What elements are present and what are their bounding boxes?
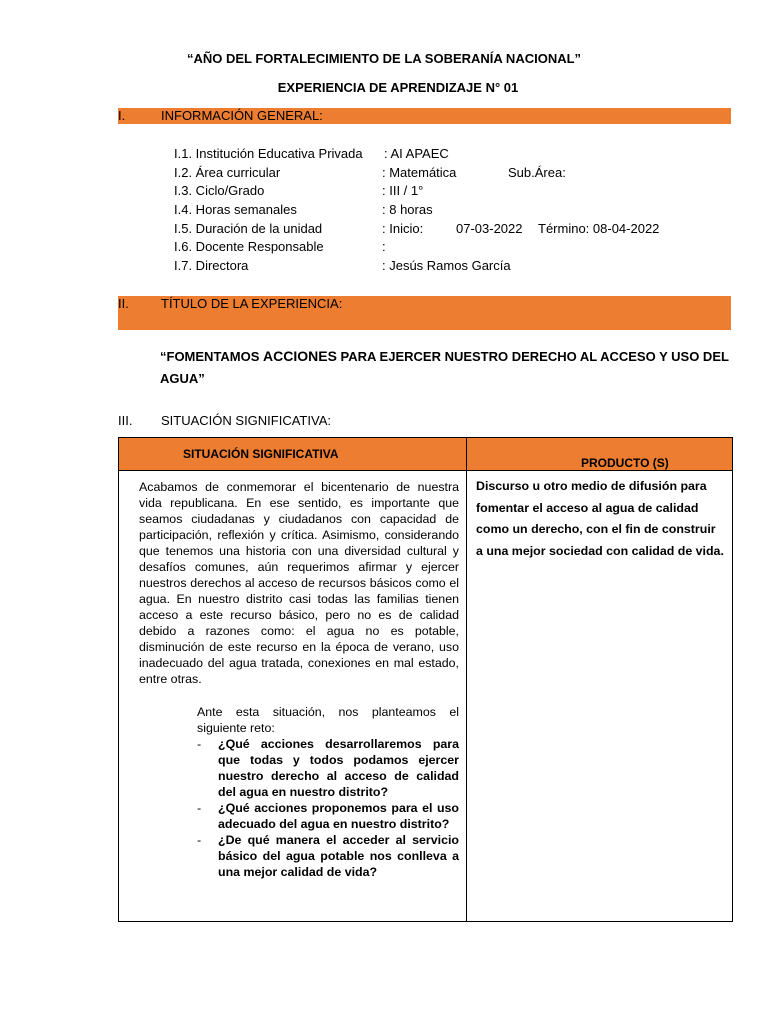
info-value: : Matemática bbox=[382, 164, 457, 180]
question-text: ¿Qué acciones proponemos para el uso adecuado del agua en nuestro distrito? bbox=[218, 801, 459, 831]
general-info-list bbox=[174, 145, 734, 276]
product-text: Discurso u otro medio de difusión para fomentar el acceso al agua de calidad como un derecho, con el fin de construir a una mejor sociedad con calidad de vida. bbox=[476, 479, 724, 558]
info-row-institution bbox=[174, 145, 734, 164]
experience-title: EXPERIENCIA DE APRENDIZAJE N° 01 bbox=[277, 80, 519, 95]
bullet-dash: - bbox=[197, 801, 202, 815]
product-cell bbox=[467, 471, 733, 922]
situation-cell bbox=[119, 471, 467, 922]
challenge-questions bbox=[197, 736, 459, 880]
situation-paragraph: Acabamos de conmemorar el bicentenario de nuestra vida republicana. En ese sentido, es importante que seamos ciudadanas y ciudadanos con capacidad de participación, reflexión y crítica. Asimismo, considerando que tenemos una historia con una diversidad cultural y desafíos comunes, aún requerimos afirmar y ejercer nuestros derechos al acceso de recursos básicos como el agua. En nuestro distrito casi todas las familias tienen acceso a este recurso básico, pero no es de calidad debido a razones como: el agua no es potable, disminución de este recurso en la época de verano, uso inadecuado del agua tratada, conexiones en mal estado, entre otras. bbox=[139, 480, 459, 686]
section-2-title: TÍTULO DE LA EXPERIENCIA: bbox=[161, 296, 343, 311]
info-label: I.6. Docente Responsable bbox=[174, 239, 324, 255]
header-product-label: PRODUCTO (S) bbox=[581, 456, 669, 470]
info-row-cycle bbox=[174, 182, 734, 201]
info-value: : Inicio: bbox=[382, 220, 424, 236]
section-2-header bbox=[118, 296, 731, 330]
section-3-title: SITUACIÓN SIGNIFICATIVA: bbox=[161, 413, 331, 428]
info-value: : AI APAEC bbox=[384, 146, 449, 161]
section-1-number: I. bbox=[118, 108, 126, 123]
info-value: : bbox=[382, 239, 386, 255]
info-row-hours bbox=[174, 201, 734, 220]
info-row-teacher bbox=[174, 238, 734, 257]
info-value: : 8 horas bbox=[382, 202, 433, 218]
section-1-header bbox=[118, 108, 731, 124]
question-text: ¿Qué acciones desarrollaremos para que todas y todos podamos ejercer nuestro derecho al acceso de calidad del agua en nuestro distrito? bbox=[218, 737, 459, 799]
info-start-date: 07-03-2022 bbox=[456, 220, 523, 236]
info-label: I.5. Duración de la unidad bbox=[174, 220, 323, 236]
list-item bbox=[197, 736, 459, 800]
info-subarea: Sub.Área: bbox=[508, 164, 566, 180]
experience-name bbox=[160, 345, 730, 390]
info-label: I.1. Institución Educativa Privada bbox=[174, 146, 363, 161]
info-label: I.3. Ciclo/Grado bbox=[174, 183, 265, 199]
info-row-area bbox=[174, 164, 734, 183]
situation-table bbox=[118, 437, 733, 922]
info-value: : Jesús Ramos García bbox=[382, 258, 511, 274]
info-label: I.7. Directora bbox=[174, 258, 249, 274]
challenge-intro: Ante esta situación, nos planteamos el siguiente reto: bbox=[197, 705, 459, 735]
experience-name-part2: PARA EJERCER NUESTRO DERECHO AL ACCESO Y USO DEL AGUA” bbox=[160, 349, 729, 386]
bullet-dash: - bbox=[197, 737, 202, 751]
list-item bbox=[197, 832, 459, 880]
info-value: : III / 1° bbox=[382, 183, 424, 199]
section-3-number: III. bbox=[118, 413, 133, 428]
table-header-situation bbox=[119, 438, 467, 471]
info-row-duration bbox=[174, 220, 734, 239]
bullet-dash: - bbox=[197, 833, 202, 847]
experience-name-emphasis: ACCIONES bbox=[263, 348, 337, 364]
info-row-director bbox=[174, 257, 734, 276]
info-label: I.2. Área curricular bbox=[174, 164, 281, 180]
info-label: I.4. Horas semanales bbox=[174, 202, 297, 218]
section-2-number: II. bbox=[118, 296, 129, 311]
year-title: “AÑO DEL FORTALECIMIENTO DE LA SOBERANÍA NACIONAL” bbox=[186, 51, 582, 66]
section-1-title: INFORMACIÓN GENERAL: bbox=[161, 108, 323, 123]
header-situation-label: SITUACIÓN SIGNIFICATIVA bbox=[183, 447, 339, 461]
table-header-product bbox=[467, 438, 733, 471]
info-end-date: Término: 08-04-2022 bbox=[538, 220, 660, 236]
question-text: ¿De qué manera el acceder al servicio básico del agua potable nos conlleva a una mejor calidad de vida? bbox=[218, 833, 459, 879]
experience-name-part1: “FOMENTAMOS bbox=[160, 349, 264, 364]
list-item bbox=[197, 800, 459, 832]
